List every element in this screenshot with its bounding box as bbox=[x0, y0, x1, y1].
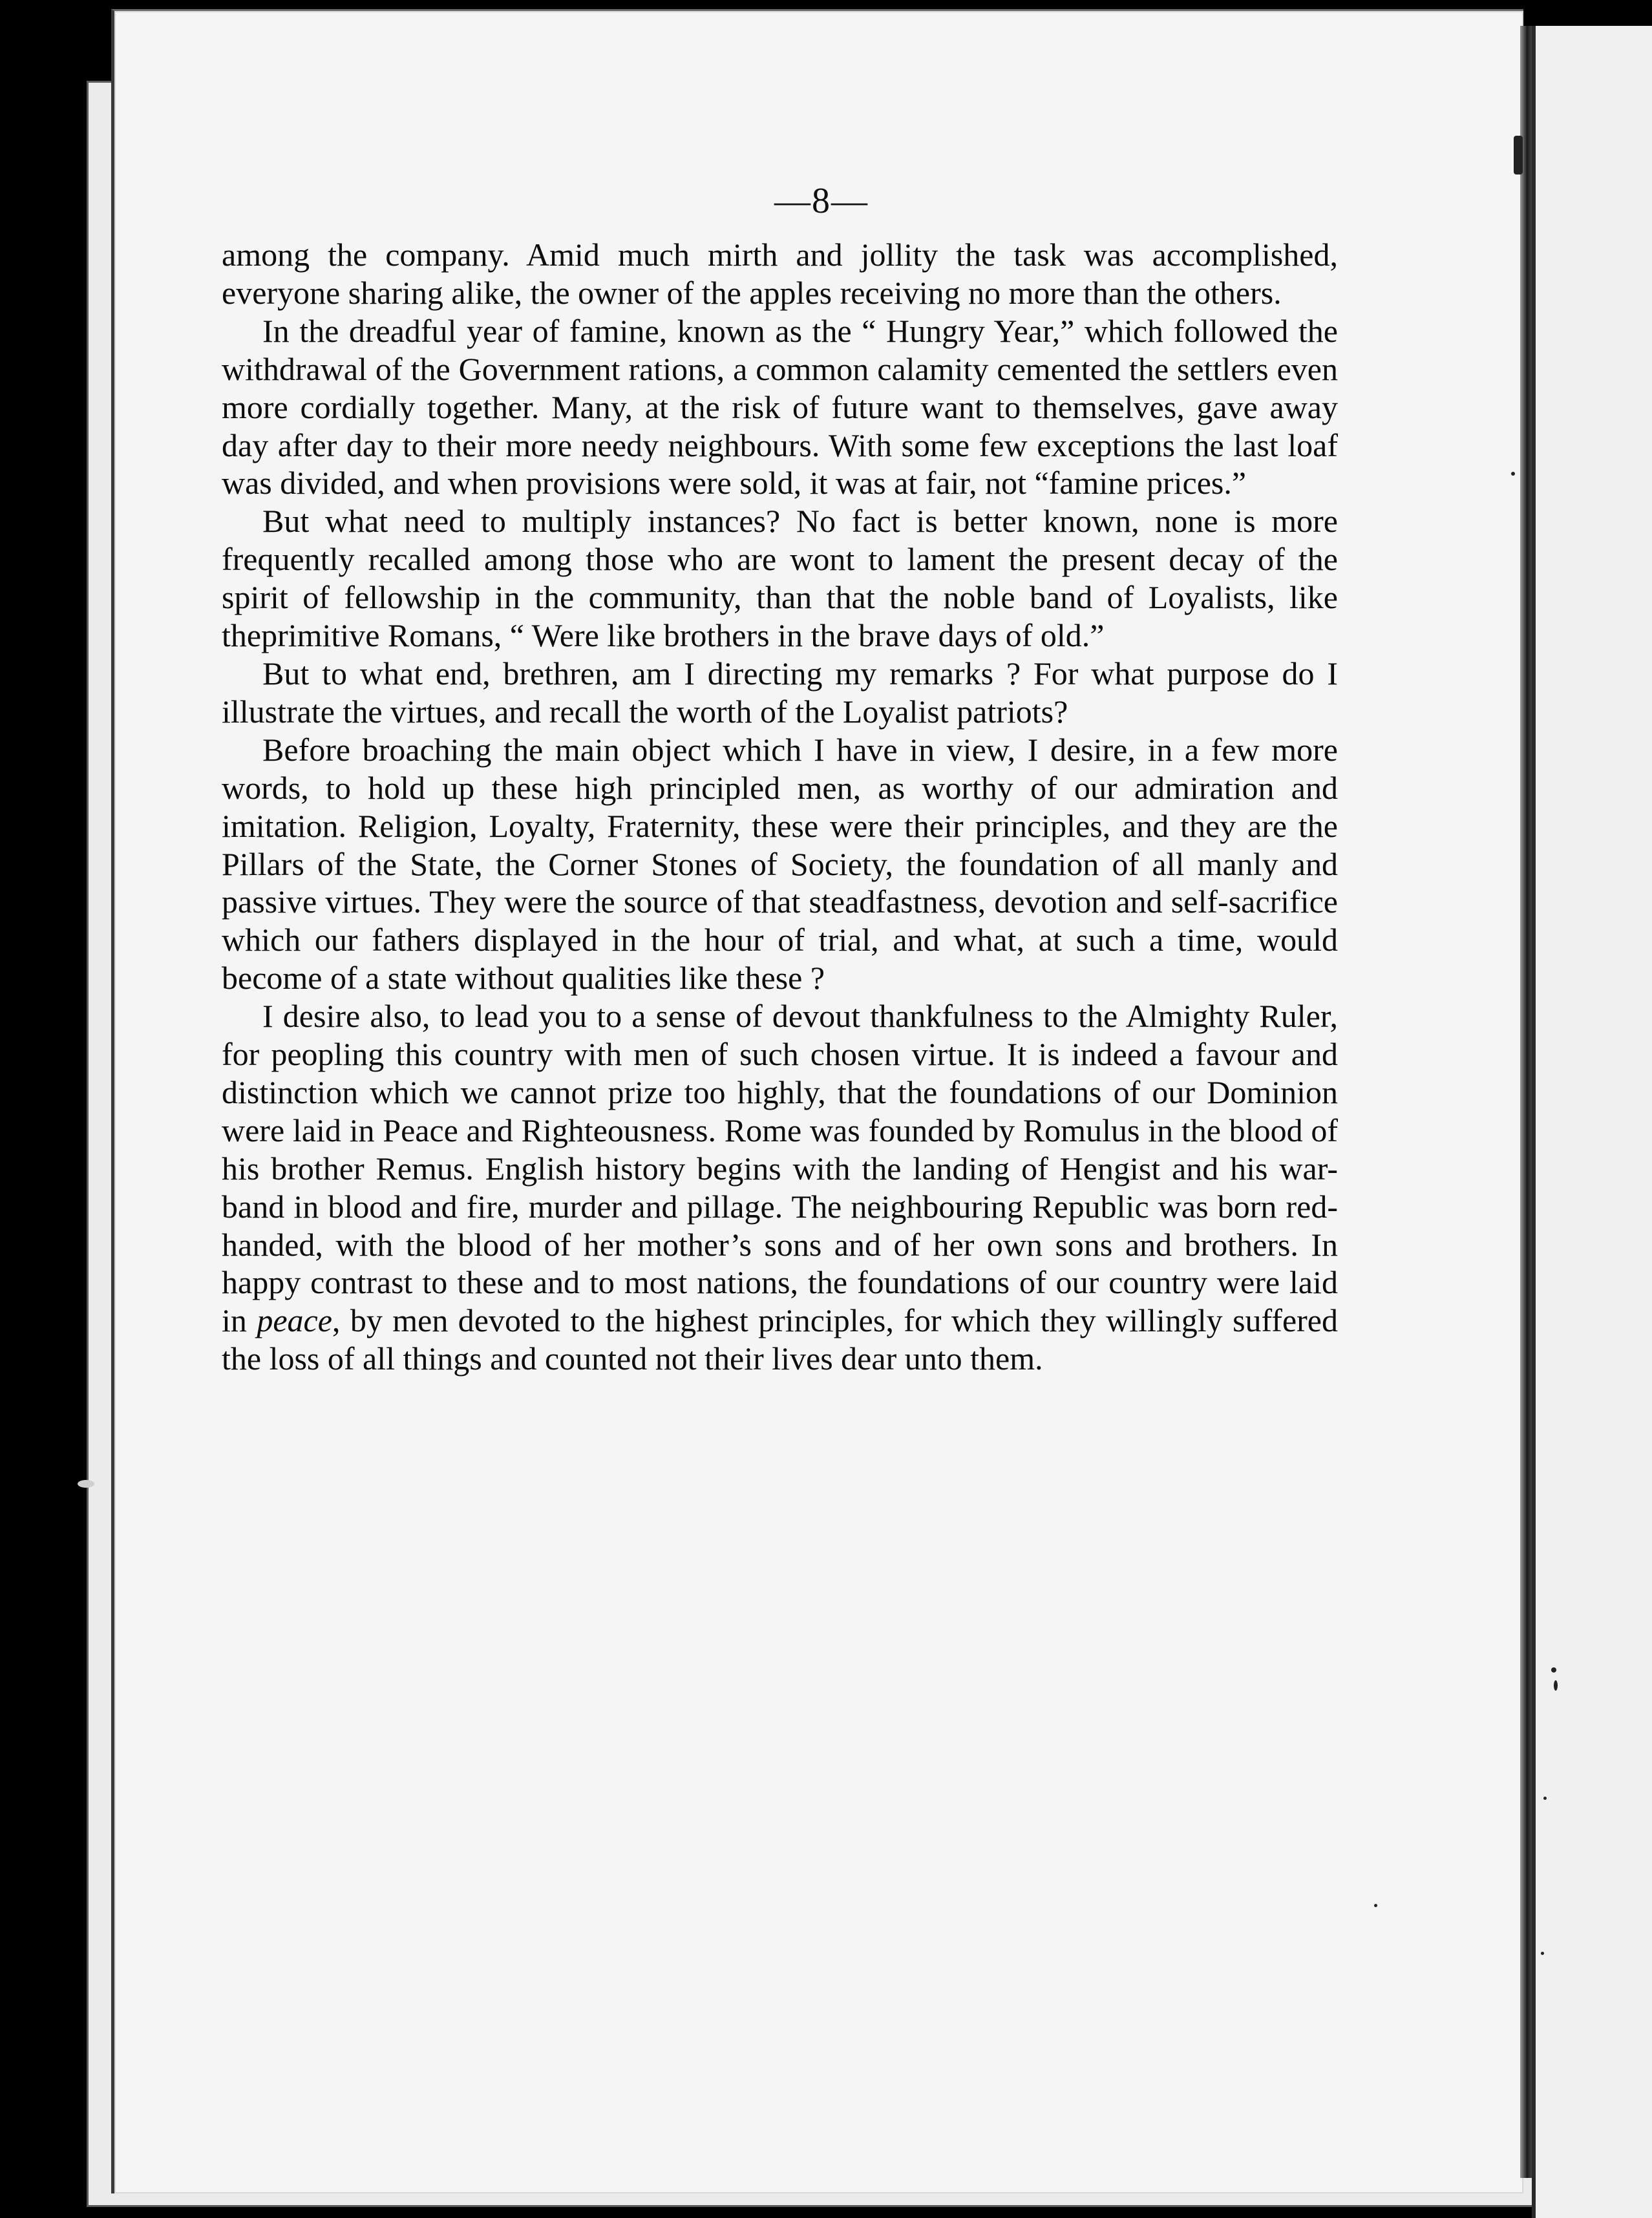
scan-speck bbox=[1514, 136, 1523, 174]
page-fold-shadow bbox=[1520, 26, 1532, 2178]
facing-page-edge bbox=[1532, 26, 1652, 2218]
paragraph: But to what end, brethren, am I directing my remarks ? For what purpose do I illustrate the virtues, and recall the worth of the Loyalist patriots? bbox=[222, 655, 1338, 730]
paragraph: among the company. Amid much mirth and jollity the task was accomplished, everyone sharing alike, the owner of the apples receiving no more than the others. bbox=[222, 237, 1338, 311]
scan-speck bbox=[1551, 1667, 1556, 1673]
italic-word: peace bbox=[257, 1302, 332, 1339]
scan-speck bbox=[1554, 1680, 1558, 1691]
scan-speck bbox=[1511, 472, 1515, 476]
page-number: —8— bbox=[774, 181, 869, 221]
paragraph: Before broaching the main object which I have in view, I desire, in a few more words, to hold up these high principled men, as worthy of our admiration and imitation. Religion, Loyalty, Fraternity, these were their principles, and they are the Pillars of the State, the Corner Stones of Society, the foundation of all manly and passive virtues. They were the source of that steadfastness, devotion and self-sacrifice which our fathers displayed in the hour of trial, and what, at such a time, would become of a state without qualities like these ? bbox=[222, 731, 1338, 997]
paragraph bbox=[222, 997, 1338, 1378]
scan-speck bbox=[1541, 1952, 1544, 1955]
scan-speck bbox=[1543, 1797, 1547, 1800]
scan-speck bbox=[1374, 1904, 1377, 1907]
paragraph-text: I desire also, to lead you to a sense of devout thankfulness to the Almighty Ruler, for peopling this country with men of such chosen virtue. It is indeed a favour and distinction which we cannot prize too highly, that the foundations of our Dominion were laid in Peace and Righteousness. Rome was founded by Romulus in the blood of his brother Remus. English history begins with the landing of Hengist and his war-band in blood and fire, murder and pillage. The neighbouring Republic was born red-handed, with the blood of her mother’s sons and of her own sons and brothers. In happy contrast to these and to most nations, the foundations of our country were laid in bbox=[222, 998, 1338, 1339]
scan-speck bbox=[78, 1480, 94, 1488]
paragraph-text: , by men devoted to the highest principles, for which they willingly suffered the loss of all things and counted not their lives dear unto them. bbox=[222, 1302, 1338, 1377]
paragraph: In the dreadful year of famine, known as the “ Hungry Year,” which followed the withdrawal of the Government rations, a common calamity cemented the settlers even more cordially together. Many, at the risk of future want to themselves, gave away day after day to their more needy neighbours. With some few exceptions the last loaf was divided, and when provisions were sold, it was at fair, not “famine prices.” bbox=[222, 312, 1338, 502]
page-body-text bbox=[222, 236, 1338, 1378]
paragraph: But what need to multiply instances? No fact is better known, none is more frequently recalled among those who are wont to lament the present decay of the spirit of fellowship in the community, than that the noble band of Loyalists, like theprimitive Romans, “ Were like brothers in the brave days of old.” bbox=[222, 503, 1338, 654]
